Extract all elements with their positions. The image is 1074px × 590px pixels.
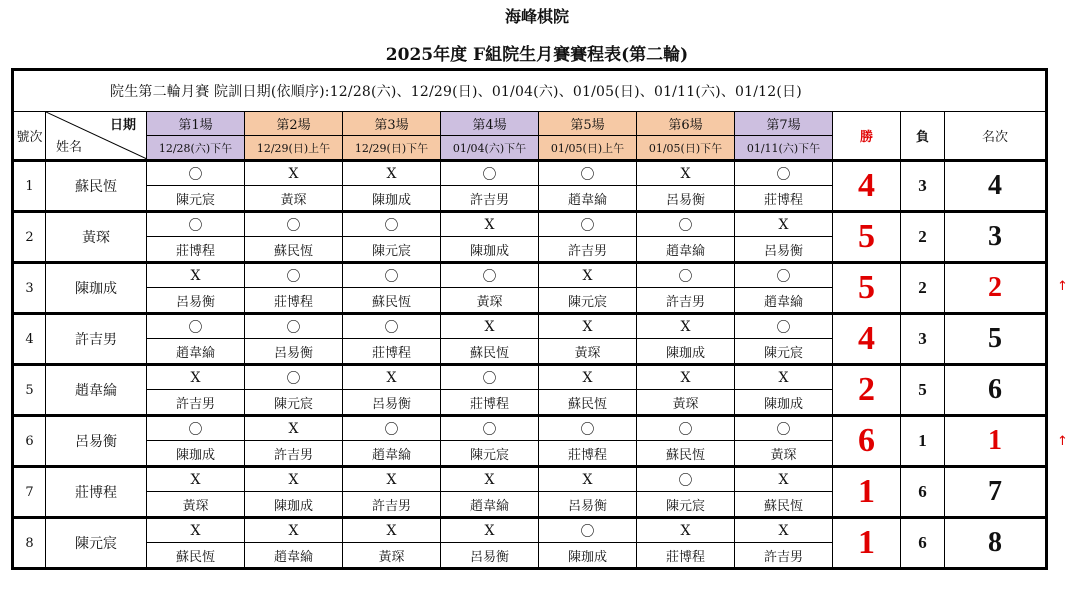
game-opponent: 蘇民恆 [245, 237, 343, 263]
game-result: 〇 [637, 467, 735, 492]
game-result: X [147, 365, 245, 390]
game-opponent: 陳珈成 [441, 237, 539, 263]
date-header-label: 日期 [109, 118, 136, 133]
win-count: 6 [833, 416, 901, 467]
game-result: 〇 [735, 161, 833, 186]
game-result: 〇 [147, 314, 245, 339]
game-opponent: 黃琛 [441, 288, 539, 314]
loss-count: 3 [901, 314, 945, 365]
game-result: X [637, 314, 735, 339]
game-result: X [539, 263, 637, 288]
game-result: X [539, 314, 637, 339]
game-opponent: 黃琛 [245, 186, 343, 212]
game-result: 〇 [637, 212, 735, 237]
game-opponent: 許吉男 [147, 390, 245, 416]
game-result: 〇 [539, 416, 637, 441]
game-result: 〇 [245, 314, 343, 339]
player-name: 陳珈成 [46, 263, 147, 314]
game-result: 〇 [637, 416, 735, 441]
date-name-header [46, 112, 147, 161]
round-date: 01/05(日)下午 [637, 136, 735, 161]
game-opponent: 蘇民恆 [539, 390, 637, 416]
player-row [13, 365, 1047, 390]
game-result: 〇 [735, 416, 833, 441]
game-opponent: 陳珈成 [539, 543, 637, 569]
player-number: 6 [13, 416, 46, 467]
player-number: 1 [13, 161, 46, 212]
game-result: X [441, 212, 539, 237]
player-number: 5 [13, 365, 46, 416]
win-count: 4 [833, 161, 901, 212]
player-name: 許吉男 [46, 314, 147, 365]
game-result: X [735, 212, 833, 237]
round-header: 第1場 [147, 112, 245, 136]
game-result: X [539, 365, 637, 390]
player-row [13, 161, 1047, 186]
game-opponent: 呂易衡 [539, 492, 637, 518]
player-row [13, 518, 1047, 543]
round-date: 12/29(日)上午 [245, 136, 343, 161]
win-count: 2 [833, 365, 901, 416]
game-result: X [735, 518, 833, 543]
round-header: 第2場 [245, 112, 343, 136]
game-result: X [441, 518, 539, 543]
game-result: 〇 [441, 416, 539, 441]
loss-count: 2 [901, 212, 945, 263]
player-number: 4 [13, 314, 46, 365]
game-result: X [245, 467, 343, 492]
game-opponent: 黃琛 [147, 492, 245, 518]
round-date: 01/05(日)上午 [539, 136, 637, 161]
game-opponent: 陳元宸 [245, 390, 343, 416]
game-opponent: 許吉男 [441, 186, 539, 212]
player-number: 7 [13, 467, 46, 518]
rank-up-arrow-icon: ↑ [1057, 434, 1068, 449]
game-opponent: 趙韋綸 [441, 492, 539, 518]
rank-value: 6 [945, 365, 1047, 416]
game-opponent: 莊博程 [539, 441, 637, 467]
game-result: X [539, 467, 637, 492]
player-name: 陳元宸 [46, 518, 147, 569]
game-result: 〇 [147, 161, 245, 186]
game-opponent: 呂易衡 [147, 288, 245, 314]
game-result: 〇 [539, 518, 637, 543]
loss-count: 5 [901, 365, 945, 416]
game-opponent: 趙韋綸 [735, 288, 833, 314]
game-opponent: 趙韋綸 [147, 339, 245, 365]
game-result: 〇 [441, 161, 539, 186]
game-opponent: 蘇民恆 [343, 288, 441, 314]
game-opponent: 許吉男 [343, 492, 441, 518]
game-opponent: 陳珈成 [147, 441, 245, 467]
game-result: 〇 [539, 161, 637, 186]
game-opponent: 呂易衡 [735, 237, 833, 263]
rank-value: 8 [945, 518, 1047, 569]
loss-count: 1 [901, 416, 945, 467]
game-result: 〇 [343, 416, 441, 441]
game-opponent: 陳元宸 [441, 441, 539, 467]
game-opponent: 許吉男 [539, 237, 637, 263]
game-opponent: 陳珈成 [343, 186, 441, 212]
game-opponent: 呂易衡 [343, 390, 441, 416]
win-count: 1 [833, 467, 901, 518]
game-opponent: 陳元宸 [539, 288, 637, 314]
game-result: X [245, 161, 343, 186]
game-result: X [637, 365, 735, 390]
round-header: 第3場 [343, 112, 441, 136]
game-result: 〇 [343, 263, 441, 288]
game-opponent: 黃琛 [539, 339, 637, 365]
game-opponent: 呂易衡 [441, 543, 539, 569]
rank-value: 4 [945, 161, 1047, 212]
game-opponent: 呂易衡 [245, 339, 343, 365]
rank-up-arrow-icon: ↑ [1057, 279, 1068, 295]
game-opponent: 陳元宸 [147, 186, 245, 212]
schedule-title: 2025年度 F組院生月賽賽程表(第二輪) [385, 45, 689, 65]
game-opponent: 趙韋綸 [343, 441, 441, 467]
game-result: X [637, 518, 735, 543]
losses-header: 負 [901, 112, 945, 161]
organization-title: 海峰棋院 [504, 7, 569, 26]
game-opponent: 呂易衡 [637, 186, 735, 212]
player-row [13, 212, 1047, 237]
loss-count: 6 [901, 467, 945, 518]
game-result: 〇 [147, 416, 245, 441]
game-result: X [245, 518, 343, 543]
rank-value: 7 [945, 467, 1047, 518]
game-opponent: 莊博程 [147, 237, 245, 263]
game-result: 〇 [539, 212, 637, 237]
round-date: 01/04(六)下午 [441, 136, 539, 161]
training-dates-info: 院生第二輪月賽 院訓日期(依順序):12/28(六)、12/29(日)、01/04(六)、01/05(日)、01/11(六)、01/12(日) [13, 70, 1047, 112]
game-opponent: 陳珈成 [735, 390, 833, 416]
game-result: X [441, 467, 539, 492]
win-count: 4 [833, 314, 901, 365]
game-opponent: 蘇民恆 [147, 543, 245, 569]
player-row [13, 467, 1047, 492]
rank-value: 5 [945, 314, 1047, 365]
player-row [13, 263, 1047, 288]
player-row [13, 314, 1047, 339]
game-opponent: 許吉男 [637, 288, 735, 314]
game-result: 〇 [735, 314, 833, 339]
player-name: 黃琛 [46, 212, 147, 263]
game-result: 〇 [343, 212, 441, 237]
win-count: 1 [833, 518, 901, 569]
game-opponent: 許吉男 [245, 441, 343, 467]
game-result: 〇 [441, 263, 539, 288]
game-result: X [637, 161, 735, 186]
player-name: 蘇民恆 [46, 161, 147, 212]
player-number: 2 [13, 212, 46, 263]
game-result: X [735, 467, 833, 492]
number-header: 號次 [13, 112, 46, 161]
game-result: 〇 [245, 263, 343, 288]
game-opponent: 許吉男 [735, 543, 833, 569]
win-count: 5 [833, 212, 901, 263]
game-opponent: 蘇民恆 [441, 339, 539, 365]
win-count: 5 [833, 263, 901, 314]
game-opponent: 蘇民恆 [735, 492, 833, 518]
game-result: X [441, 314, 539, 339]
game-opponent: 蘇民恆 [637, 441, 735, 467]
game-result: 〇 [637, 263, 735, 288]
game-opponent: 黃琛 [637, 390, 735, 416]
game-result: X [343, 467, 441, 492]
schedule-table [11, 68, 1048, 570]
game-result: X [343, 518, 441, 543]
game-result: X [147, 467, 245, 492]
loss-count: 3 [901, 161, 945, 212]
rank-value: 1 [945, 416, 1047, 467]
round-date: 12/28(六)下午 [147, 136, 245, 161]
round-date: 01/11(六)下午 [735, 136, 833, 161]
game-opponent: 趙韋綸 [245, 543, 343, 569]
game-opponent: 黃琛 [735, 441, 833, 467]
rank-header: 名次 [945, 112, 1047, 161]
game-opponent: 陳元宸 [343, 237, 441, 263]
player-row [13, 416, 1047, 441]
player-name: 呂易衡 [46, 416, 147, 467]
player-name: 莊博程 [46, 467, 147, 518]
game-result: 〇 [441, 365, 539, 390]
game-result: X [147, 518, 245, 543]
player-number: 3 [13, 263, 46, 314]
round-header: 第4場 [441, 112, 539, 136]
round-header: 第7場 [735, 112, 833, 136]
rank-value: 2 [945, 263, 1047, 314]
game-result: X [735, 365, 833, 390]
player-number: 8 [13, 518, 46, 569]
game-result: 〇 [147, 212, 245, 237]
round-header: 第6場 [637, 112, 735, 136]
game-opponent: 陳珈成 [245, 492, 343, 518]
game-result: 〇 [245, 212, 343, 237]
round-header: 第5場 [539, 112, 637, 136]
name-header-label: 姓名 [56, 140, 83, 155]
game-result: 〇 [343, 314, 441, 339]
game-opponent: 陳珈成 [637, 339, 735, 365]
game-result: X [343, 365, 441, 390]
game-result: 〇 [245, 365, 343, 390]
game-result: X [147, 263, 245, 288]
game-opponent: 莊博程 [343, 339, 441, 365]
game-opponent: 莊博程 [441, 390, 539, 416]
game-opponent: 莊博程 [735, 186, 833, 212]
player-name: 趙韋綸 [46, 365, 147, 416]
game-result: X [343, 161, 441, 186]
loss-count: 2 [901, 263, 945, 314]
game-opponent: 黃琛 [343, 543, 441, 569]
game-opponent: 趙韋綸 [539, 186, 637, 212]
game-opponent: 莊博程 [637, 543, 735, 569]
game-opponent: 陳元宸 [735, 339, 833, 365]
game-opponent: 陳元宸 [637, 492, 735, 518]
round-date: 12/29(日)下午 [343, 136, 441, 161]
wins-header: 勝 [833, 112, 901, 161]
game-opponent: 莊博程 [245, 288, 343, 314]
game-result: X [245, 416, 343, 441]
game-result: 〇 [735, 263, 833, 288]
loss-count: 6 [901, 518, 945, 569]
game-opponent: 趙韋綸 [637, 237, 735, 263]
rank-value: 3 [945, 212, 1047, 263]
